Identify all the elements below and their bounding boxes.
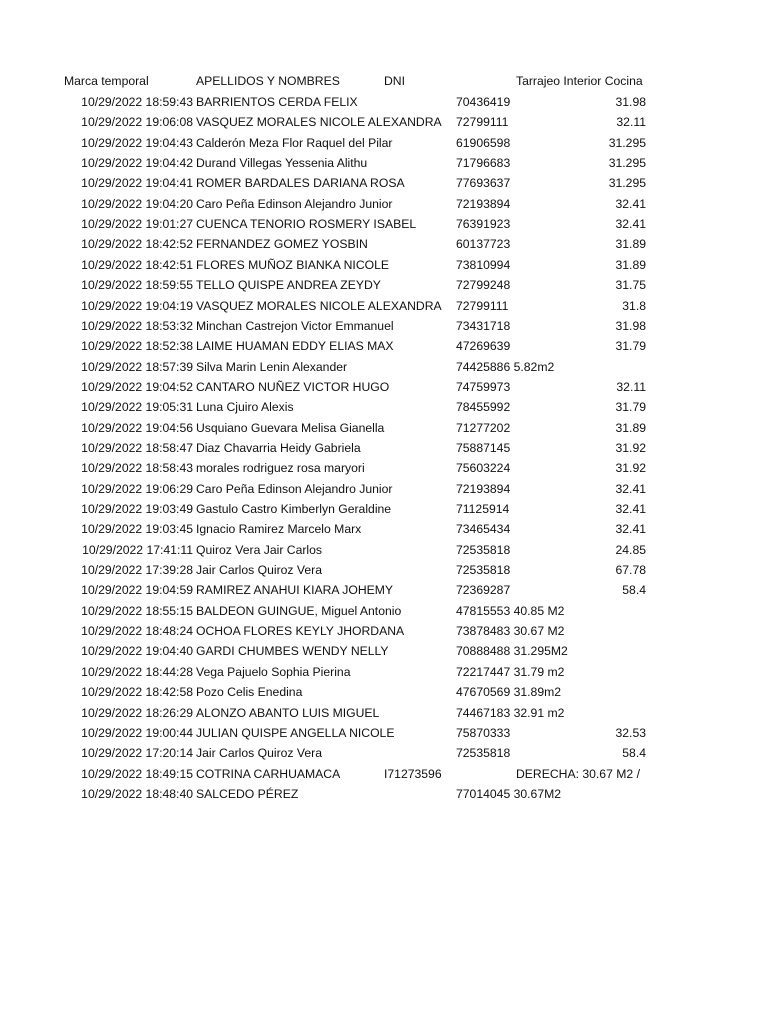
timestamp-cell: 10/29/2022 18:55:15 — [81, 603, 193, 618]
name-cell: BALDEON GUINGUE, Miguel Antonio — [196, 603, 402, 618]
dni-cell: 74467183 32.91 m2 — [456, 705, 565, 720]
value-cell: 31.98 — [615, 95, 646, 109]
table-row — [0, 784, 768, 804]
name-cell: Caro Peña Edinson Alejandro Junior — [196, 481, 393, 496]
table-row — [0, 479, 768, 499]
table-row — [0, 621, 768, 641]
timestamp-cell: 10/29/2022 18:44:28 — [81, 664, 193, 679]
timestamp-cell: 10/29/2022 18:57:39 — [81, 359, 193, 374]
dni-cell: 75870333 — [456, 725, 511, 740]
table-row — [0, 540, 768, 560]
table-row — [0, 92, 768, 112]
name-cell: FERNANDEZ GOMEZ YOSBIN — [196, 237, 368, 252]
table-row — [0, 296, 768, 316]
dni-cell: 71796683 — [456, 156, 511, 171]
table-row — [0, 112, 768, 132]
name-cell: Pozo Celis Enedina — [196, 685, 303, 700]
timestamp-cell: 10/29/2022 18:59:43 — [81, 95, 193, 109]
dni-cell: 70888488 31.295M2 — [456, 644, 568, 659]
timestamp-cell: 10/29/2022 19:06:29 — [81, 481, 193, 496]
table-row — [0, 397, 768, 417]
name-cell: VASQUEZ MORALES NICOLE ALEXANDRA — [196, 298, 442, 313]
dni-cell: 72535818 — [456, 542, 511, 557]
name-cell: Usquiano Guevara Melisa Gianella — [196, 420, 385, 435]
value-cell: 32.41 — [615, 522, 646, 537]
dni-cell: 71277202 — [456, 420, 511, 435]
dni-cell: 78455992 — [456, 400, 511, 415]
name-cell: LAIME HUAMAN EDDY ELIAS MAX — [196, 339, 394, 354]
dni-cell: 73878483 30.67 M2 — [456, 624, 565, 639]
table-row — [0, 458, 768, 478]
dni-cell: 61906598 — [456, 135, 511, 150]
name-cell: morales rodriguez rosa maryori — [196, 461, 365, 476]
name-cell: Jair Carlos Quiroz Vera — [196, 563, 322, 578]
name-cell: FLORES MUÑOZ BIANKA NICOLE — [196, 257, 390, 272]
timestamp-cell: 10/29/2022 19:04:52 — [81, 379, 193, 394]
table-row — [0, 234, 768, 254]
value-cell: 58.4 — [622, 583, 646, 598]
value-cell: 31.89 — [615, 420, 646, 435]
dni-cell: 72193894 — [456, 196, 511, 211]
dni-cell: 77014045 30.67M2 — [456, 786, 562, 801]
dni-cell: I71273596 — [384, 766, 442, 781]
value-cell: 32.41 — [615, 196, 646, 211]
name-cell: GARDI CHUMBES WENDY NELLY — [196, 644, 389, 659]
timestamp-cell: 10/29/2022 18:52:38 — [81, 339, 193, 354]
timestamp-cell: 10/29/2022 19:04:56 — [81, 420, 193, 435]
timestamp-cell: 10/29/2022 18:58:43 — [81, 461, 193, 476]
table-row — [0, 418, 768, 438]
value-cell: 31.92 — [615, 461, 646, 476]
value-cell: 31.295 — [608, 135, 646, 150]
name-cell: Diaz Chavarria Heidy Gabriela — [196, 440, 361, 455]
dni-cell: 47670569 31.89m2 — [456, 685, 562, 700]
header-timestamp: Marca temporal — [64, 74, 149, 88]
timestamp-cell: 10/29/2022 19:00:44 — [81, 725, 193, 740]
dni-cell: 74425886 5.82m2 — [456, 359, 555, 374]
value-cell: 32.11 — [616, 379, 646, 394]
name-cell: OCHOA FLORES KEYLY JHORDANA — [196, 624, 405, 639]
value-cell: 31.89 — [615, 237, 646, 252]
header-row — [0, 71, 768, 91]
value-cell: 31.75 — [615, 278, 646, 293]
dni-cell: 73431718 — [456, 318, 511, 333]
timestamp-cell: 10/29/2022 19:04:42 — [81, 156, 193, 171]
table-row — [0, 560, 768, 580]
name-cell: CUENCA TENORIO ROSMERY ISABEL — [196, 217, 417, 232]
timestamp-cell: 10/29/2022 17:39:28 — [81, 563, 193, 578]
table-row — [0, 336, 768, 356]
table-row — [0, 703, 768, 723]
name-cell: SALCEDO PÉREZ — [196, 786, 299, 801]
dni-cell: 72799111 — [456, 115, 509, 130]
name-cell: Vega Pajuelo Sophia Pierina — [196, 664, 351, 679]
dni-cell: 75887145 — [456, 440, 511, 455]
name-cell: Ignacio Ramirez Marcelo Marx — [196, 522, 362, 537]
timestamp-cell: 10/29/2022 18:48:24 — [81, 624, 193, 639]
timestamp-cell: 10/29/2022 18:48:40 — [81, 786, 193, 801]
value-cell: 58.4 — [622, 746, 646, 761]
timestamp-cell: 10/29/2022 19:06:08 — [81, 115, 193, 130]
name-cell: Quiroz Vera Jair Carlos — [196, 542, 322, 557]
timestamp-cell: 10/29/2022 19:05:31 — [81, 400, 193, 415]
dni-cell: 72535818 — [456, 746, 511, 761]
dni-cell: 72535818 — [456, 563, 511, 578]
value-cell: 24.85 — [615, 542, 646, 557]
value-cell: 31.92 — [615, 440, 646, 455]
timestamp-cell: 10/29/2022 18:42:52 — [81, 237, 193, 252]
dni-cell: 72799248 — [456, 278, 511, 293]
dni-cell: 47269639 — [456, 339, 511, 354]
timestamp-cell: 10/29/2022 18:59:55 — [81, 278, 193, 293]
timestamp-cell: 10/29/2022 18:42:51 — [81, 257, 193, 272]
value-cell: 31.79 — [615, 339, 646, 354]
table-row — [0, 316, 768, 336]
table-row — [0, 601, 768, 621]
timestamp-cell: 10/29/2022 18:53:32 — [81, 318, 193, 333]
dni-cell: 72799111 — [456, 298, 509, 313]
name-cell: ROMER BARDALES DARIANA ROSA — [196, 176, 405, 191]
value-cell: 32.41 — [615, 481, 646, 496]
name-cell: ALONZO ABANTO LUIS MIGUEL — [196, 705, 380, 720]
name-cell: Durand Villegas Yessenia Alithu — [196, 156, 368, 171]
name-cell: Silva Marin Lenin Alexander — [196, 359, 348, 374]
table-row — [0, 438, 768, 458]
timestamp-cell: 10/29/2022 19:04:20 — [81, 196, 193, 211]
value-cell: 32.41 — [615, 502, 646, 516]
table-row — [0, 377, 768, 397]
name-cell: Calderón Meza Flor Raquel del Pilar — [196, 135, 393, 150]
timestamp-cell: 10/29/2022 19:04:41 — [81, 176, 193, 191]
dni-cell: 72193894 — [456, 481, 511, 496]
table-row — [0, 173, 768, 193]
timestamp-cell: 10/29/2022 19:03:45 — [81, 522, 193, 537]
dni-cell: 70436419 — [456, 95, 511, 109]
header-value: Tarrajeo Interior Cocina — [516, 74, 643, 88]
table-row — [0, 357, 768, 377]
table-row — [0, 519, 768, 539]
timestamp-cell: 10/29/2022 17:20:14 — [81, 746, 193, 761]
dni-cell: 72369287 — [456, 583, 511, 598]
table-row — [0, 153, 768, 173]
dni-cell: 73465434 — [456, 522, 511, 537]
value-cell: 32.41 — [615, 217, 646, 232]
timestamp-cell: 10/29/2022 19:04:43 — [81, 135, 193, 150]
name-cell: Minchan Castrejon Victor Emmanuel — [196, 318, 394, 333]
value-cell: 31.98 — [615, 318, 646, 333]
value-cell: 31.8 — [622, 298, 646, 313]
table-row — [0, 662, 768, 682]
value-cell: 32.53 — [615, 725, 646, 740]
header-dni: DNI — [384, 74, 405, 88]
name-cell: Caro Peña Edinson Alejandro Junior — [196, 196, 393, 211]
timestamp-cell: 10/29/2022 18:58:47 — [81, 440, 193, 455]
value-cell: DERECHA: 30.67 M2 / — [516, 766, 640, 781]
table-row — [0, 275, 768, 295]
table-row — [0, 743, 768, 763]
name-cell: RAMIREZ ANAHUI KIARA JOHEMY — [196, 583, 394, 598]
value-cell: 31.89 — [615, 257, 646, 272]
table-row — [0, 580, 768, 600]
value-cell: 31.295 — [608, 176, 646, 191]
timestamp-cell: 10/29/2022 17:41:11 — [82, 542, 193, 557]
value-cell: 31.295 — [608, 156, 646, 171]
name-cell: Gastulo Castro Kimberlyn Geraldine — [196, 502, 392, 516]
timestamp-cell: 10/29/2022 19:04:40 — [81, 644, 193, 659]
timestamp-cell: 10/29/2022 19:04:59 — [81, 583, 193, 598]
name-cell: TELLO QUISPE ANDREA ZEYDY — [196, 278, 381, 293]
value-cell: 31.79 — [615, 400, 646, 415]
table-row — [0, 764, 768, 784]
dni-cell: 71125914 — [456, 502, 510, 516]
timestamp-cell: 10/29/2022 19:01:27 — [81, 217, 193, 232]
table-row — [0, 255, 768, 275]
name-cell: BARRIENTOS CERDA FELIX — [196, 95, 358, 109]
table-row — [0, 214, 768, 234]
dni-cell: 76391923 — [456, 217, 511, 232]
timestamp-cell: 10/29/2022 19:04:19 — [81, 298, 193, 313]
timestamp-cell: 10/29/2022 19:03:49 — [81, 502, 193, 516]
name-cell: CANTARO NUÑEZ VICTOR HUGO — [196, 379, 390, 394]
dni-cell: 74759973 — [456, 379, 511, 394]
dni-cell: 75603224 — [456, 461, 511, 476]
name-cell: Jair Carlos Quiroz Vera — [196, 746, 322, 761]
dni-cell: 60137723 — [456, 237, 511, 252]
table-row — [0, 723, 768, 743]
table-row — [0, 194, 768, 214]
table-row — [0, 499, 768, 519]
table-row — [0, 641, 768, 661]
name-cell: VASQUEZ MORALES NICOLE ALEXANDRA — [196, 115, 442, 130]
timestamp-cell: 10/29/2022 18:49:15 — [81, 766, 193, 781]
timestamp-cell: 10/29/2022 18:42:58 — [81, 685, 193, 700]
dni-cell: 47815553 40.85 M2 — [456, 603, 565, 618]
value-cell: 32.11 — [616, 115, 646, 130]
name-cell: COTRINA CARHUAMACA — [196, 766, 341, 781]
dni-cell: 73810994 — [456, 257, 511, 272]
value-cell: 67.78 — [615, 563, 646, 578]
name-cell: JULIAN QUISPE ANGELLA NICOLE — [196, 725, 395, 740]
header-names: APELLIDOS Y NOMBRES — [196, 74, 340, 88]
timestamp-cell: 10/29/2022 18:26:29 — [81, 705, 193, 720]
table-row — [0, 133, 768, 153]
name-cell: Luna Cjuiro Alexis — [196, 400, 294, 415]
table-row — [0, 682, 768, 702]
dni-cell: 77693637 — [456, 176, 511, 191]
dni-cell: 72217447 31.79 m2 — [456, 664, 565, 679]
